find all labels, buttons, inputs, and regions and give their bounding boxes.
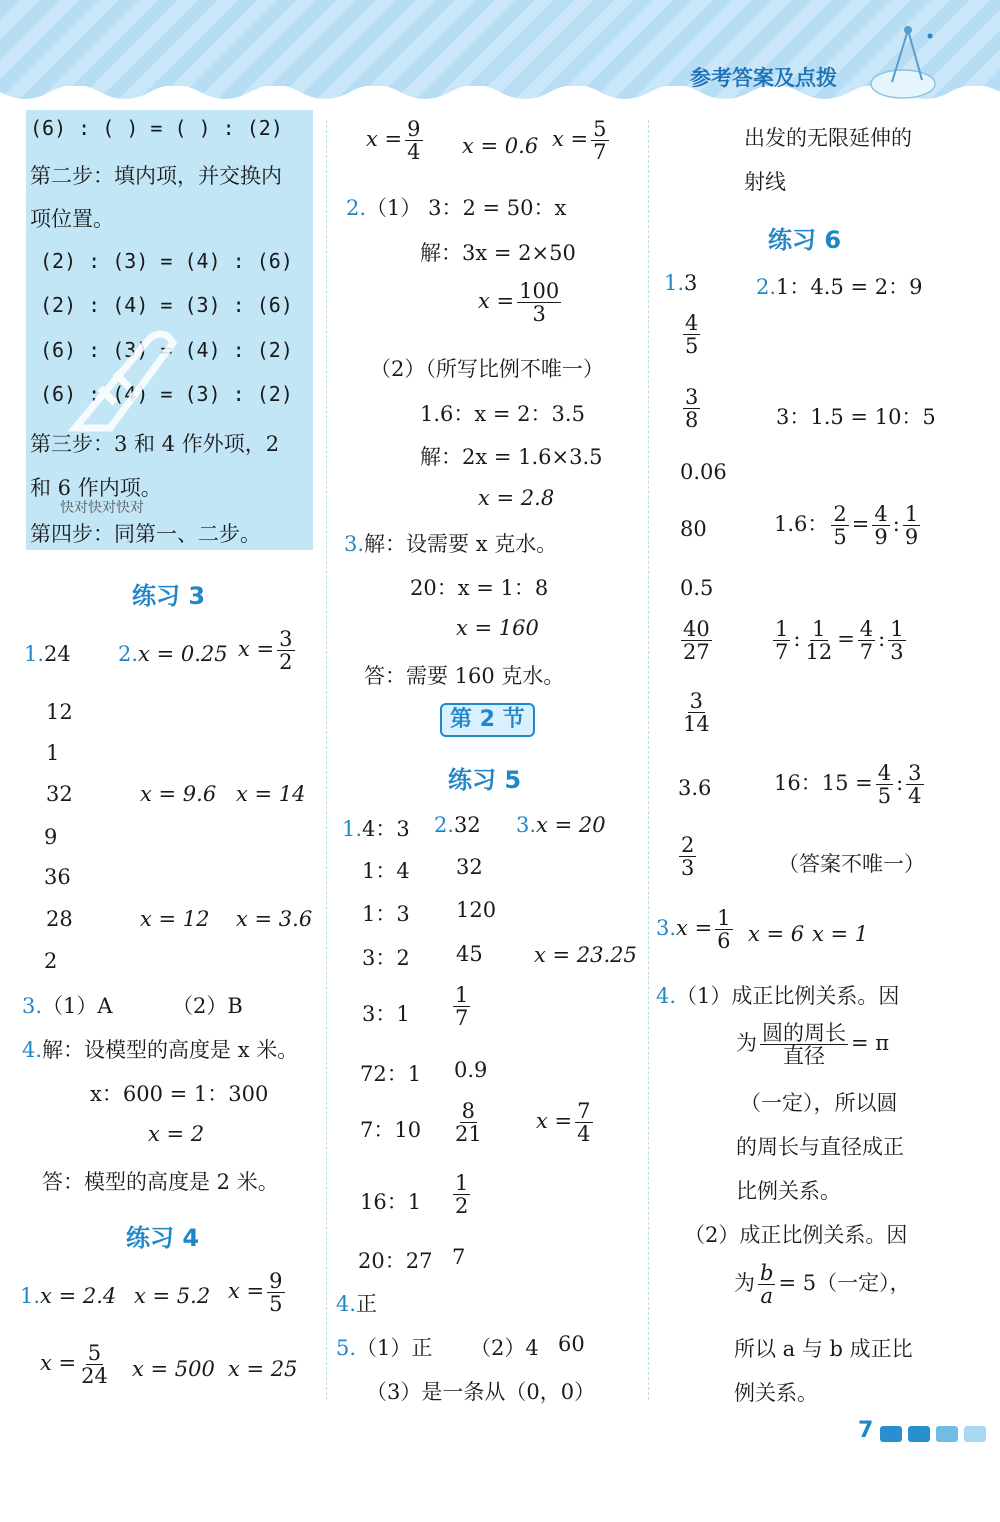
section-title: 练习 3 bbox=[132, 582, 206, 610]
box-line: (6) : (3) = (4) : (2) bbox=[40, 338, 293, 362]
answer-value: 60 bbox=[558, 1332, 585, 1356]
answer-sentence: 所以 a 与 b 成正比 bbox=[734, 1337, 913, 1361]
answer-expr: x = $\frac{7}{4}$ bbox=[536, 1099, 591, 1147]
page-number: 7 bbox=[858, 1418, 874, 1443]
proportion: 20：x = 1：8 bbox=[410, 576, 549, 600]
note: （答案不唯一） bbox=[778, 852, 925, 876]
section-title: 练习 6 bbox=[768, 226, 842, 254]
watermark-text: 快对快对快对 bbox=[60, 500, 144, 516]
header-title: 参考答案及点拨 bbox=[690, 66, 837, 90]
answer-value: 0.9 bbox=[454, 1058, 488, 1082]
section-tag: 第 2 节 bbox=[440, 703, 535, 737]
ratio: 1.6： $\frac{2}{5}$ = $\frac{4}{9}$ : $\frac{1}{9}$ bbox=[774, 502, 919, 550]
question-4: 4.正 bbox=[336, 1292, 378, 1316]
answer-value: 80 bbox=[680, 517, 707, 541]
reason-formula: 为 $\frac{\text{圆的周长}}{\text{直径}}$ = π bbox=[736, 1021, 890, 1069]
question-4: 4.（1）成正比例关系。因 bbox=[656, 984, 900, 1008]
answer-value: 9 bbox=[44, 825, 58, 849]
answer-expr: x = $\frac{9}{5}$ bbox=[228, 1269, 283, 1317]
box-line: 和 6 作内项。 bbox=[30, 476, 162, 500]
solution-step: x = 160 bbox=[456, 616, 539, 640]
answer-value: （2）4 bbox=[470, 1336, 539, 1360]
ratio: 16：1 bbox=[360, 1190, 422, 1214]
answer-sentence: （3）是一条从（0，0） bbox=[366, 1380, 596, 1404]
question-5: 5.（1）正 bbox=[336, 1336, 433, 1360]
reason-formula: 为 $\frac{b}{a}$ = 5（一定）， bbox=[734, 1261, 911, 1309]
answer-fraction: $\frac{3}{14}$ bbox=[683, 689, 710, 737]
box-line: 项位置。 bbox=[30, 207, 114, 231]
answer-value: 120 bbox=[456, 898, 497, 922]
question-3: 3.x = $\frac{1}{6}$ bbox=[656, 906, 731, 954]
answer-expr: x = 6 bbox=[748, 922, 805, 946]
answer-value: 28 bbox=[46, 907, 73, 931]
answer-expr: x = 0.6 bbox=[462, 134, 539, 158]
answer-fraction: $\frac{4}{5}$ bbox=[685, 311, 699, 359]
question-1: 1.4：3 bbox=[342, 817, 410, 841]
answer-sentence: 答：模型的高度是 2 米。 bbox=[42, 1170, 279, 1194]
ratio: $\frac{1}{7}$ : $\frac{1}{12}$ = $\frac{4}{7}$ : $\frac{1}{3}$ bbox=[775, 617, 904, 665]
answer-expr: x = 3.6 bbox=[236, 907, 313, 931]
answer-value: 3.6 bbox=[678, 776, 712, 800]
section-title: 练习 4 bbox=[126, 1224, 200, 1252]
question-2: 2.32 bbox=[434, 813, 481, 837]
answer-sentence: （2）成正比例关系。因 bbox=[684, 1223, 908, 1247]
solution-step: x = 2.8 bbox=[478, 486, 555, 510]
answer-fraction: $\frac{40}{27}$ bbox=[683, 617, 710, 665]
answer-value: 0.06 bbox=[680, 460, 727, 484]
question-2: 2.x = 0.25 bbox=[118, 642, 228, 666]
answer-value: 36 bbox=[44, 865, 71, 889]
answer-expr: x = $\frac{5}{7}$ bbox=[552, 117, 607, 165]
box-line: 第二步：填内项，并交换内 bbox=[30, 164, 282, 188]
solution-step: 解：2x = 1.6×3.5 bbox=[420, 445, 603, 469]
answer-expr: x = 14 bbox=[236, 782, 306, 806]
question-2: 2.1：4.5 = 2：9 bbox=[756, 275, 923, 299]
column-divider bbox=[326, 120, 328, 1400]
answer-value: 2 bbox=[44, 949, 58, 973]
page-header bbox=[0, 0, 1000, 100]
answer-fraction: $\frac{8}{21}$ bbox=[455, 1099, 482, 1147]
watermark-logo bbox=[55, 318, 185, 438]
answer-sentence: 出发的无限延伸的 bbox=[744, 126, 912, 150]
answer-expr: x = 25 bbox=[228, 1357, 298, 1381]
answer-fraction: $\frac{1}{2}$ bbox=[455, 1171, 469, 1219]
answer-expr: x = $\frac{3}{2}$ bbox=[238, 627, 293, 675]
answer-expr: x = 500 bbox=[132, 1357, 215, 1381]
ratio: 16：15 = $\frac{4}{5}$ : $\frac{3}{4}$ bbox=[774, 761, 922, 809]
answer-value: 1 bbox=[46, 741, 60, 765]
question-3: 3.（1）A bbox=[22, 994, 113, 1018]
question-1: 1.3 bbox=[664, 271, 698, 295]
answer-fraction: $\frac{2}{3}$ bbox=[681, 833, 695, 881]
ratio: 1：3 bbox=[362, 902, 410, 926]
ratio: 3：1 bbox=[362, 1002, 410, 1026]
answer-expr: x = $\frac{9}{4}$ bbox=[366, 117, 421, 165]
answer-expr: x = 9.6 bbox=[140, 782, 217, 806]
answer-fraction: $\frac{1}{7}$ bbox=[455, 983, 469, 1031]
answer-value: 12 bbox=[46, 700, 73, 724]
question-1: 1.x = 2.4 bbox=[20, 1284, 117, 1308]
ratio: 72：1 bbox=[360, 1062, 422, 1086]
answer-expr: x = $\frac{5}{24}$ bbox=[40, 1341, 108, 1389]
proportion: x：600 = 1：300 bbox=[90, 1082, 269, 1106]
answer-value: 7 bbox=[452, 1245, 466, 1269]
question-1: 1.24 bbox=[24, 642, 71, 666]
solution: x = 2 bbox=[148, 1122, 205, 1146]
ratio: 7：10 bbox=[360, 1118, 422, 1142]
answer-expr: x = 1 bbox=[812, 922, 869, 946]
ratio: 3：1.5 = 10：5 bbox=[776, 405, 936, 429]
box-line: (2) : (3) = (4) : (6) bbox=[40, 249, 293, 273]
ratio: 1：4 bbox=[362, 859, 410, 883]
column-divider bbox=[648, 120, 650, 1400]
solution-step: x = $\frac{100}{3}$ bbox=[478, 279, 560, 327]
compass-icon bbox=[868, 22, 938, 102]
answer-sentence: 的周长与直径成正 bbox=[736, 1135, 904, 1159]
answer-fraction: $\frac{3}{8}$ bbox=[685, 385, 699, 433]
box-line: (2) : (4) = (3) : (6) bbox=[40, 293, 293, 317]
answer-expr: x = 5.2 bbox=[134, 1284, 211, 1308]
box-line: 第三步：3 和 4 作外项，2 bbox=[30, 432, 280, 456]
solution-step: 解：3x = 2×50 bbox=[420, 241, 576, 265]
box-line: 第四步：同第一、二步。 bbox=[30, 522, 261, 546]
answer-value: 32 bbox=[46, 782, 73, 806]
answer-sentence: （一定），所以圆 bbox=[740, 1091, 898, 1115]
note: （2）（所写比例不唯一） bbox=[370, 357, 604, 381]
question-2: 2.（1） 3：2 = 50：x bbox=[346, 196, 567, 220]
footer-books-icon bbox=[880, 1422, 990, 1446]
question-3: 3.x = 20 bbox=[516, 813, 606, 837]
answer-value: 32 bbox=[456, 855, 483, 879]
question-4: 4.解：设模型的高度是 x 米。 bbox=[22, 1038, 299, 1062]
header-wave bbox=[0, 86, 1000, 110]
ratio: 3：2 bbox=[362, 946, 410, 970]
answer-expr: x = 23.25 bbox=[534, 943, 637, 967]
answer-sentence: 答：需要 160 克水。 bbox=[364, 664, 565, 688]
box-line: (6) : (4) = (3) : (2) bbox=[40, 382, 293, 406]
answer-value: 0.5 bbox=[680, 576, 714, 600]
question-3: 3.解：设需要 x 克水。 bbox=[344, 532, 558, 556]
proportion: 1.6：x = 2：3.5 bbox=[420, 402, 585, 426]
answer-b: （2）B bbox=[172, 994, 243, 1018]
answer-sentence: 例关系。 bbox=[734, 1381, 818, 1405]
answer-sentence: 比例关系。 bbox=[736, 1179, 841, 1203]
answer-sentence: 射线 bbox=[744, 170, 786, 194]
box-line: (6) : ( ) = ( ) : (2) bbox=[30, 116, 283, 140]
section-title: 练习 5 bbox=[448, 766, 522, 794]
answer-value: 45 bbox=[456, 942, 483, 966]
answer-expr: x = 12 bbox=[140, 907, 210, 931]
ratio: 20：27 bbox=[358, 1249, 433, 1273]
